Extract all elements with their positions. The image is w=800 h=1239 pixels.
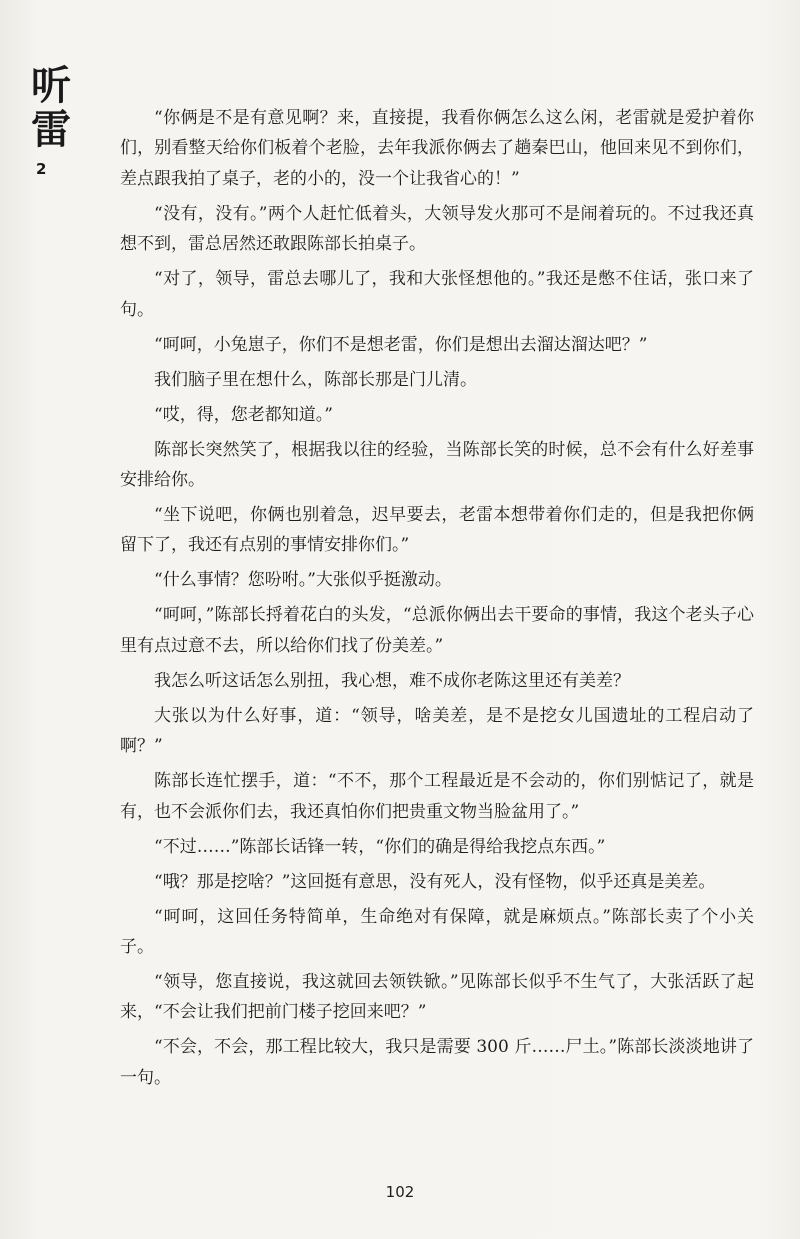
paragraph: “没有，没有。”两个人赶忙低着头，大领导发火那可不是闹着玩的。不过我还真想不到，雷总居然还敢跟陈部长拍桌子。 xyxy=(120,203,754,255)
paragraph: 我怎么听这话怎么别扭，我心想，难不成你老陈这里还有美差？ xyxy=(154,670,630,691)
paragraph: “什么事情？您吩咐。”大张似乎挺激动。 xyxy=(154,570,452,591)
paragraph: “对了，领导，雷总去哪儿了，我和大张怪想他的。”我还是憋不住话，张口来了句。 xyxy=(120,269,754,320)
paragraph: 我们脑子里在想什么，陈部长那是门儿清。 xyxy=(154,369,477,390)
paragraph: “哦？那是挖啥？”这回挺有意思，没有死人，没有怪物，似乎还真是美差。 xyxy=(154,871,716,892)
series-title-char: 听 xyxy=(31,62,71,109)
paragraph: “哎，得，您老都知道。” xyxy=(154,404,333,425)
paragraph: “领导，您直接说，我这就回去领铁锨。”见陈部长似乎不生气了，大张活跃了起来，“不会让我们把前门楼子挖回来吧？” xyxy=(120,972,754,1023)
paragraph: “呵呵，这回任务特简单，生命绝对有保障，就是麻烦点。”陈部长卖了个小关子。 xyxy=(120,906,754,958)
page-number: 102 xyxy=(385,1183,415,1201)
paragraph: 大张以为什么好事，道：“领导，啥美差，是不是挖女儿国遗址的工程启动了啊？” xyxy=(120,705,754,757)
paragraph: 陈部长突然笑了，根据我以往的经验，当陈部长笑的时候，总不会有什么好差事安排给你。 xyxy=(120,439,754,491)
paragraph: “坐下说吧，你俩也别着急，迟早要去，老雷本想带着你们走的，但是我把你俩留下了，我还有点别的事情安排你们。” xyxy=(120,505,754,556)
series-title xyxy=(26,64,76,152)
series-title-char: 雷 xyxy=(31,106,71,153)
paragraph: “呵呵，”陈部长捋着花白的头发，“总派你俩出去干要命的事情，我这个老头子心里有点过意不去，所以给你们找了份美差。” xyxy=(120,605,754,656)
paragraph: 陈部长连忙摆手，道：“不不，那个工程最近是不会动的，你们别惦记了，就是有，也不会派你们去，我还真怕你们把贵重文物当脸盆用了。” xyxy=(120,771,754,822)
paragraph: “你俩是不是有意见啊？来，直接提，我看你俩怎么这么闲，老雷就是爱护着你们，别看整天给你们板着个老脸，去年我派你俩去了趟秦巴山，他回来见不到你们，差点跟我拍了桌子，老的小的，没一个让我省心的！” xyxy=(120,108,754,189)
body-text xyxy=(120,103,754,1098)
paragraph: “呵呵，小兔崽子，你们不是想老雷，你们是想出去溜达溜达吧？” xyxy=(154,334,648,355)
paragraph: “不过……”陈部长话锋一转，“你们的确是得给我挖点东西。” xyxy=(154,836,606,857)
chapter-number: 2 xyxy=(36,160,47,178)
paragraph: “不会，不会，那工程比较大，我只是需要 300 斤……尸土。”陈部长淡淡地讲了一句。 xyxy=(120,1037,754,1088)
